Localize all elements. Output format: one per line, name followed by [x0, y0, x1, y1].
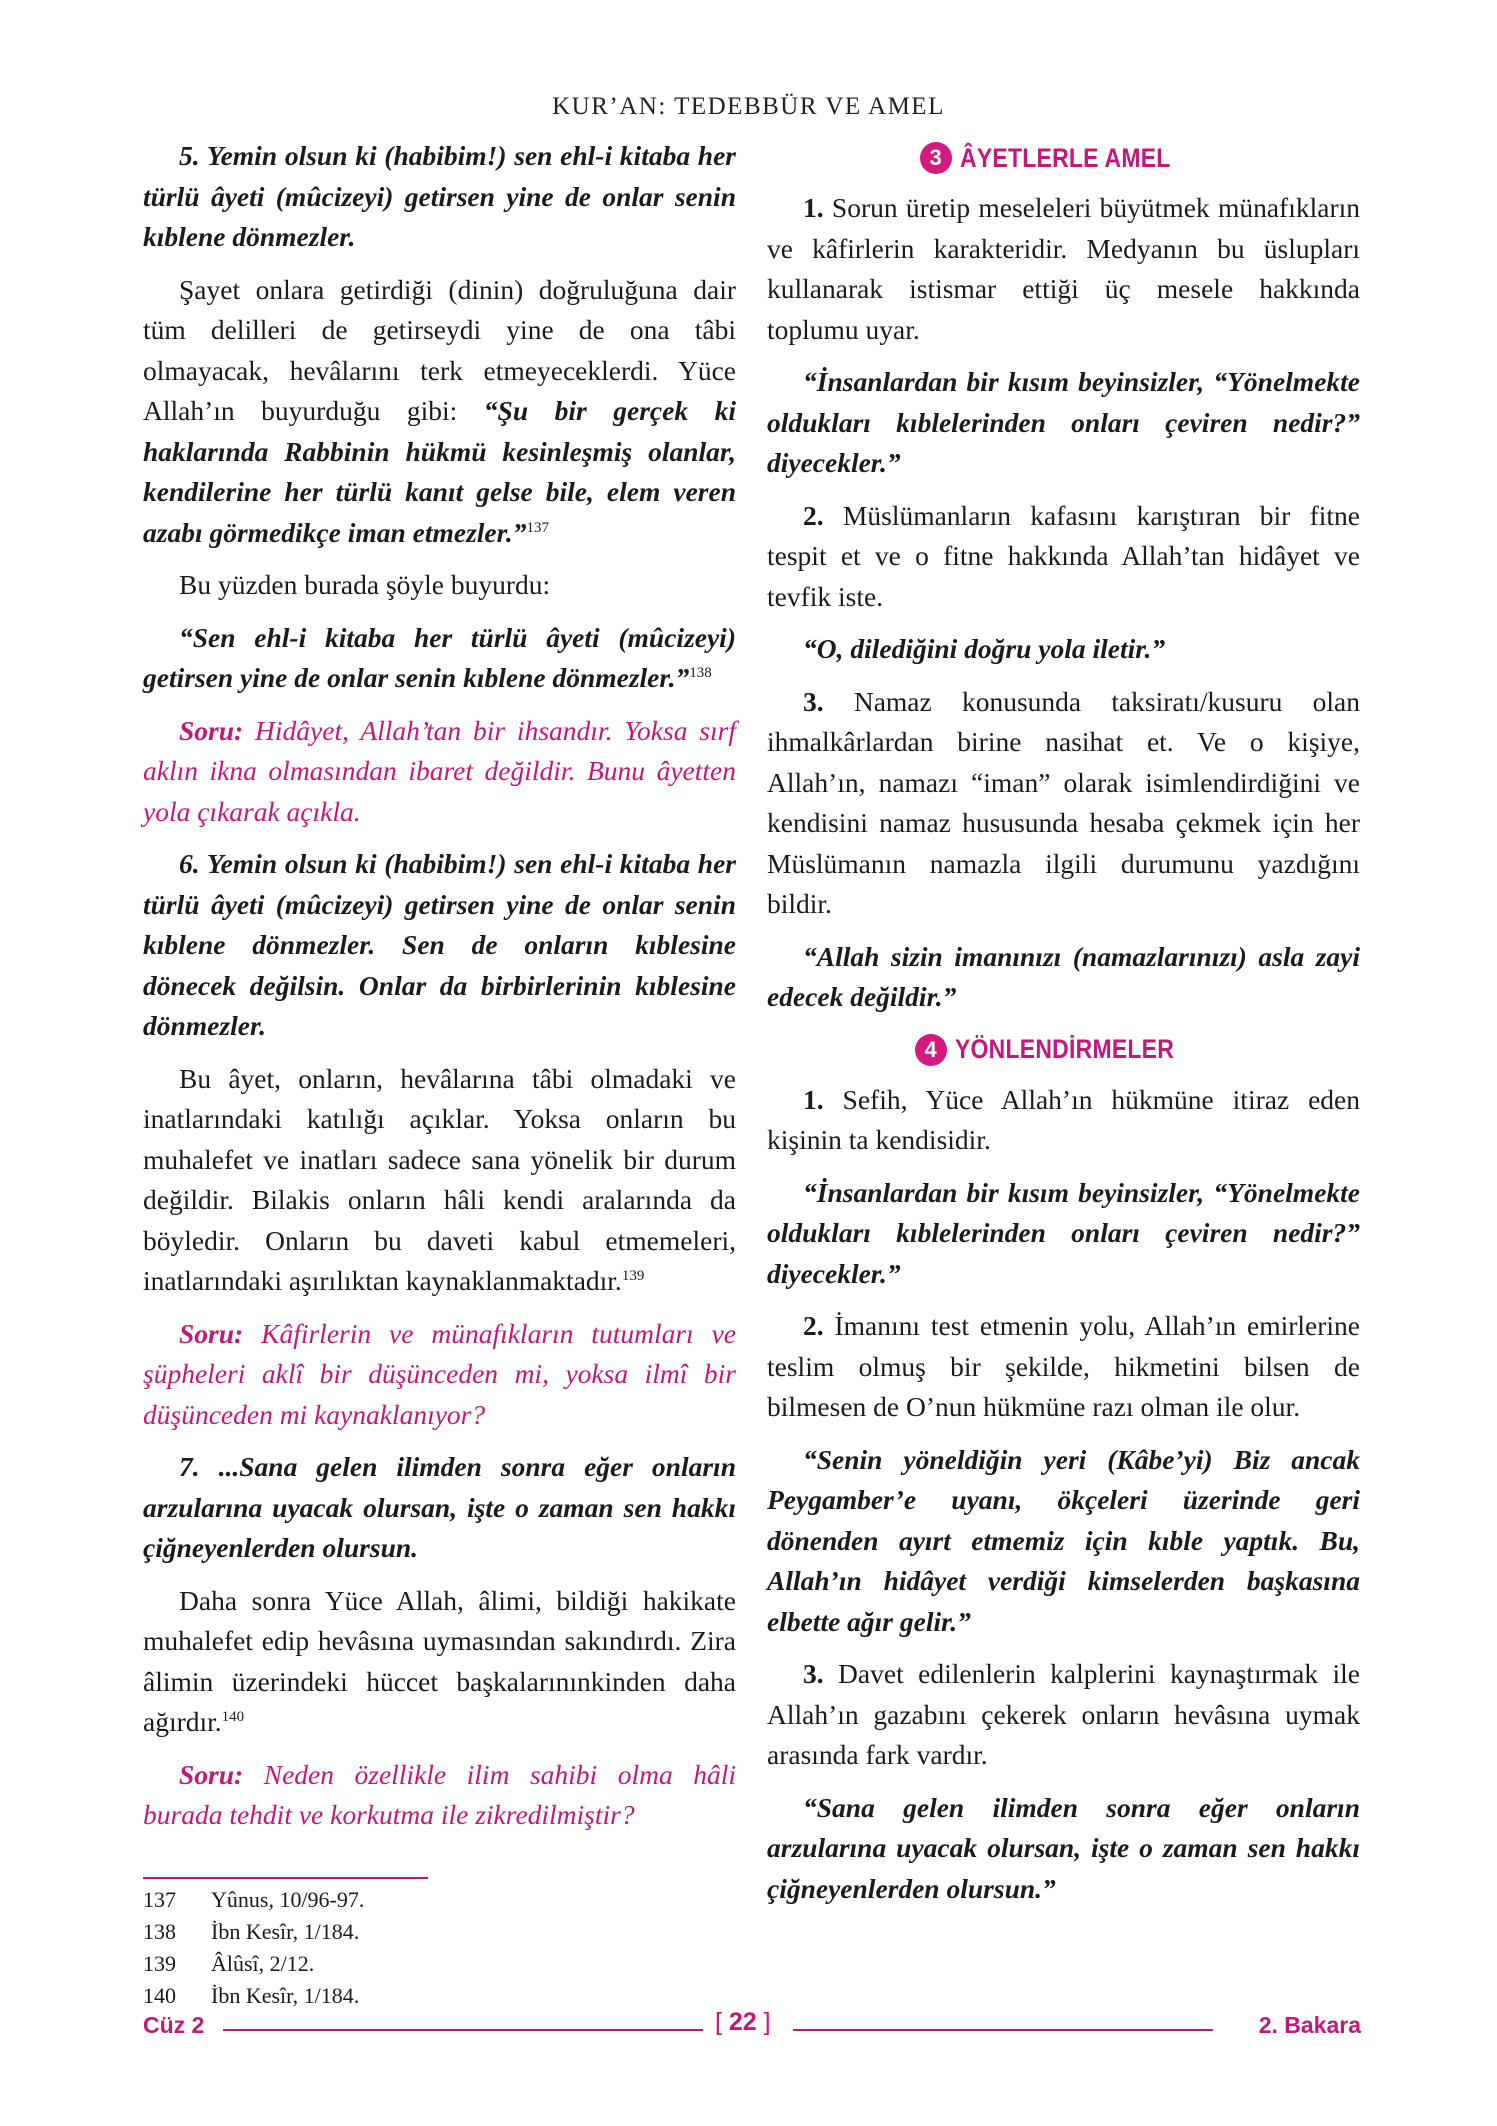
item-text: Müslümanların kafasını karıştıran bir fitne tespit et ve o fitne hakkında Allah’tan hidâyet ve tevfik iste.: [767, 499, 1360, 612]
paragraph-4: [143, 1581, 736, 1743]
question-1: [143, 711, 736, 833]
footnote-ref-137[interactable]: 137: [526, 519, 549, 536]
section-heading-4: [767, 1030, 1360, 1070]
item-text: İmanını test etmenin yolu, Allah’ın emirlerine teslim olmuş bir şekilde, hikmetini bilsen de bilmesen de O’nun hükmüne razı olman ile olur.: [767, 1310, 1360, 1422]
action-item-2: [767, 496, 1360, 618]
paragraph-1: [143, 270, 736, 554]
page-number-bracket-close: ]: [763, 2008, 771, 2036]
footnote-137: [143, 1884, 364, 1916]
paragraph-1-quote: “Şu bir gerçek ki haklarında Rabbinin hükmü kesinleşmiş olanlar, kendilerine her türlü kanıt gelse bile, elem veren azabı görmedikçe iman etmezler.”: [143, 395, 736, 548]
right-column: [767, 136, 1360, 1921]
question-2: [143, 1314, 736, 1436]
action-item-1: [767, 188, 1360, 350]
footnote-text: Âlûsî, 2/12.: [211, 1951, 315, 1976]
page-number: [715, 2008, 771, 2037]
paragraph-1-text: Şayet onlara getirdiği (dinin) doğruluğuna dair tüm delilleri de getirseydi yine de ona tâbi olmayacak, hevâlarını terk etmeyeceklerdi. Yüce Allah’ın buyurduğu gibi:: [143, 273, 736, 426]
page-footer: [143, 2008, 1361, 2048]
item-text: Sefih, Yüce Allah’ın hükmüne itiraz eden kişinin ta kendisidir.: [767, 1083, 1360, 1155]
action-quote-2: “O, dilediğini doğru yola iletir.”: [803, 633, 1166, 664]
footnotes: [143, 1884, 364, 2012]
paragraph-3: [143, 1059, 736, 1302]
footnote-number: 138: [143, 1919, 176, 1944]
section-title: YÖNLENDİRMELER: [954, 1034, 1174, 1064]
footer-juz-label: Cüz 2: [143, 2012, 205, 2038]
question-3-text: Neden özellikle ilim sahibi olma hâli burada tehdit ve korkutma ile zikredilmiştir?: [143, 1758, 736, 1830]
question-label: Soru:: [179, 1317, 244, 1349]
section-title: ÂYETLERLE AMEL: [959, 142, 1171, 173]
action-quote-3: “Allah sizin imanınızı (namazlarınızı) asla zayi edecek değildir.”: [767, 940, 1360, 1012]
footnote-text: İbn Kesîr, 1/184.: [211, 1919, 360, 1944]
page-number-bracket-open: [: [715, 2008, 722, 2036]
verse-quote-1-text: “Sen ehl-i kitaba her türlü âyeti (mûcizeyi) getirsen yine de onlar senin kıblene dönmezler.”: [143, 621, 736, 693]
question-3: [143, 1755, 736, 1836]
guidance-quote-3: “Sana gelen ilimden sonra eğer onların arzularına uyacak olursan, işte o zaman sen hakkı çiğneyenlerden olursun.”: [767, 1791, 1360, 1904]
action-quote-1: “İnsanlardan bir kısım beyinsizler, “Yönelmekte oldukları kıblelerinden onları çeviren nedir?” diyecekler.”: [767, 366, 1360, 478]
running-header: KUR’AN: TEDEBBÜR VE AMEL: [552, 93, 945, 120]
action-item-3: [767, 682, 1360, 925]
footnote-number: 140: [143, 1983, 176, 2008]
question-1-text: Hidâyet, Allah’tan bir ihsandır. Yoksa sırf aklın ikna olmasından ibaret değildir. Bunu âyetten yola çıkarak açıkla.: [143, 714, 736, 827]
footnote-ref-139[interactable]: 139: [621, 1267, 645, 1284]
footnote-text: Yûnus, 10/96-97.: [211, 1887, 365, 1912]
footnote-138: [143, 1916, 364, 1948]
footnote-number: 139: [143, 1951, 176, 1976]
paragraph-4-text: Daha sonra Yüce Allah, âlimi, bildiği hakikate muhalefet edip hevâsına uymasından sakındırdı. Zira âlimin üzerindeki hüccet başkalarınınkinden daha ağırdır.: [143, 1584, 736, 1737]
section-heading-3: [767, 138, 1360, 178]
guidance-quote-2: “Senin yöneldiğin yeri (Kâbe’yi) Biz ancak Peygamber’e uyanı, ökçeleri üzerinde geri dönenden ayırt etmemiz için kıble yaptık. Bu, Allah’ın hidâyet verdiği kimselerden başkasına elbette ağır gelir.”: [767, 1443, 1360, 1637]
item-number: 2.: [803, 1310, 824, 1341]
paragraph-3-text: Bu âyet, onların, hevâlarına tâbi olmadaki ve inatlarındaki katılığı açıklar. Yoksa onların bu muhalefet ve inatları sadece sana yönelik bir durum değildir. Bilakis onların hâli kendi aralarında da böyledir. Onların bu daveti kabul etmemeleri, inatlarındaki aşırılıktan kaynaklanmaktadır.: [143, 1062, 736, 1296]
guidance-item-2: [767, 1306, 1360, 1428]
footnote-number: 137: [143, 1887, 176, 1912]
paragraph-2: Bu yüzden burada şöyle buyurdu:: [179, 569, 551, 600]
footer-rule-right: [793, 2029, 1213, 2031]
item-number: 2.: [803, 499, 824, 531]
guidance-quote-1: “İnsanlardan bir kısım beyinsizler, “Yönelmekte oldukları kıblelerinden onları çeviren nedir?” diyecekler.”: [767, 1176, 1360, 1289]
left-column: [143, 136, 736, 1848]
footnote-divider: [143, 1877, 428, 1879]
footnote-ref-138[interactable]: 138: [689, 664, 712, 681]
footnote-ref-140[interactable]: 140: [221, 1708, 245, 1725]
footnote-text: İbn Kesîr, 1/184.: [211, 1983, 360, 2008]
verse-6: 6. Yemin olsun ki (habibim!) sen ehl-i kitaba her türlü âyeti (mûcizeyi) getirsen yine de onlar senin kıblene dönmezler. Sen de onların kıblesine dönecek değilsin. Onlar da birbirlerinin kıblesine dönmezler.: [143, 848, 736, 1041]
guidance-item-3: [767, 1654, 1360, 1776]
footer-surah-label: 2. Bakara: [1258, 2012, 1361, 2038]
question-label: Soru:: [179, 1758, 244, 1790]
item-text: Sorun üretip meseleleri büyütmek münafıkların ve kâfirlerin karakteridir. Medyanın bu üslupları kullanarak istismar ettiği üç mesele hakkında toplumu uyar.: [767, 192, 1360, 345]
item-text: Davet edilenlerin kalplerini kaynaştırmak ile Allah’ın gazabını çekerek onların hevâsına uymak arasında fark vardır.: [767, 1658, 1360, 1770]
item-text: Namaz konusunda taksiratı/kusuru olan ihmalkârlardan birine nasihat et. Ve o kişiye, Allah’ın, namazı “iman” olarak isimlendirdiğini ve kendisini namaz hususunda hesaba çekmek için her Müslümanın namazla ilgili durumunu yazdığını bildir.: [767, 685, 1360, 919]
guidance-item-1: [767, 1080, 1360, 1161]
verse-7: 7. ...Sana gelen ilimden sonra eğer onların arzularına uyacak olursan, işte o zaman sen hakkı çiğneyenlerden olursun.: [143, 1451, 736, 1563]
question-2-text: Kâfirlerin ve münafıkların tutumları ve şüpheleri aklî bir düşünceden mi, yoksa ilmî bir düşünceden mi kaynaklanıyor?: [143, 1317, 736, 1430]
question-label: Soru:: [179, 714, 244, 746]
item-number: 1.: [803, 192, 824, 223]
section-number-badge: 3: [920, 142, 952, 174]
section-number-badge: 4: [915, 1034, 947, 1066]
page-number-value: 22: [728, 2008, 757, 2036]
footer-rule-left: [223, 2029, 703, 2031]
verse-quote-1: [143, 618, 736, 699]
item-number: 3.: [803, 685, 824, 717]
item-number: 1.: [803, 1083, 824, 1115]
item-number: 3.: [803, 1658, 824, 1689]
footnote-139: [143, 1948, 364, 1980]
verse-5: 5. Yemin olsun ki (habibim!) sen ehl-i kitaba her türlü âyeti (mûcizeyi) getirsen yine de onlar senin kıblene dönmezler.: [143, 140, 736, 252]
